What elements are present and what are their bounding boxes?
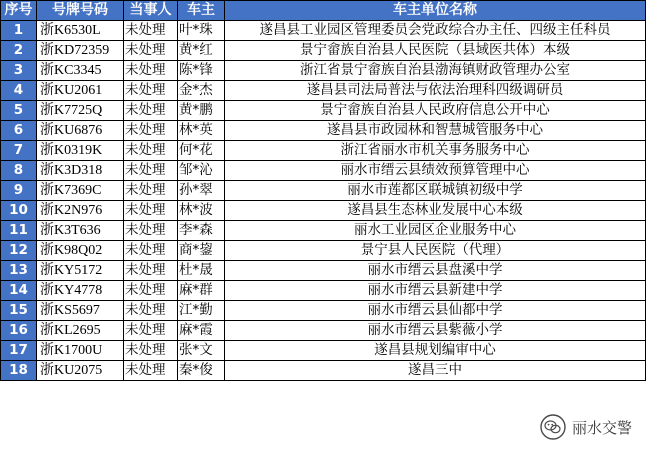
table-row bbox=[1, 341, 646, 361]
cell-owner: 江*勤 bbox=[178, 301, 225, 321]
header-plate: 号牌号码 bbox=[37, 1, 124, 21]
table-row bbox=[1, 261, 646, 281]
cell-status: 未处理 bbox=[124, 141, 178, 161]
cell-index: 8 bbox=[1, 161, 37, 181]
cell-plate: 浙KU2061 bbox=[37, 81, 124, 101]
cell-unit: 丽水市缙云县盘溪中学 bbox=[225, 261, 646, 281]
cell-owner: 何*花 bbox=[178, 141, 225, 161]
cell-owner: 孙*翠 bbox=[178, 181, 225, 201]
header-unit: 车主单位名称 bbox=[225, 1, 646, 21]
cell-plate: 浙K98Q02 bbox=[37, 241, 124, 261]
watermark bbox=[540, 414, 632, 440]
cell-unit: 景宁畲族自治县人民政府信息公开中心 bbox=[225, 101, 646, 121]
cell-status: 未处理 bbox=[124, 261, 178, 281]
table-row bbox=[1, 241, 646, 261]
cell-unit: 遂昌县规划编审中心 bbox=[225, 341, 646, 361]
cell-status: 未处理 bbox=[124, 41, 178, 61]
table-row bbox=[1, 121, 646, 141]
cell-status: 未处理 bbox=[124, 81, 178, 101]
cell-plate: 浙KC3345 bbox=[37, 61, 124, 81]
cell-unit: 遂昌县工业园区管理委员会党政综合办主任、四级主任科员 bbox=[225, 21, 646, 41]
cell-status: 未处理 bbox=[124, 121, 178, 141]
table-row bbox=[1, 361, 646, 381]
cell-unit: 浙江省丽水市机关事务服务中心 bbox=[225, 141, 646, 161]
cell-index: 18 bbox=[1, 361, 37, 381]
cell-plate: 浙KD72359 bbox=[37, 41, 124, 61]
cell-index: 13 bbox=[1, 261, 37, 281]
table-row bbox=[1, 81, 646, 101]
cell-status: 未处理 bbox=[124, 101, 178, 121]
cell-plate: 浙K7369C bbox=[37, 181, 124, 201]
table-row bbox=[1, 301, 646, 321]
cell-plate: 浙K3T636 bbox=[37, 221, 124, 241]
cell-unit: 丽水市缙云县仙都中学 bbox=[225, 301, 646, 321]
cell-status: 未处理 bbox=[124, 341, 178, 361]
table-row bbox=[1, 21, 646, 41]
cell-index: 6 bbox=[1, 121, 37, 141]
cell-index: 5 bbox=[1, 101, 37, 121]
cell-index: 16 bbox=[1, 321, 37, 341]
cell-owner: 林*波 bbox=[178, 201, 225, 221]
cell-index: 7 bbox=[1, 141, 37, 161]
cell-unit: 景宁畲族自治县人民医院（县域医共体）本级 bbox=[225, 41, 646, 61]
cell-owner: 叶*珠 bbox=[178, 21, 225, 41]
cell-index: 14 bbox=[1, 281, 37, 301]
table-row bbox=[1, 321, 646, 341]
cell-owner: 陈*锋 bbox=[178, 61, 225, 81]
cell-owner: 秦*俊 bbox=[178, 361, 225, 381]
header-row bbox=[1, 1, 646, 21]
cell-plate: 浙KY5172 bbox=[37, 261, 124, 281]
cell-index: 2 bbox=[1, 41, 37, 61]
cell-plate: 浙K3D318 bbox=[37, 161, 124, 181]
cell-owner: 林*英 bbox=[178, 121, 225, 141]
cell-unit: 浙江省景宁畲族自治县渤海镇财政管理办公室 bbox=[225, 61, 646, 81]
table-row bbox=[1, 41, 646, 61]
table-row bbox=[1, 101, 646, 121]
cell-unit: 丽水工业园区企业服务中心 bbox=[225, 221, 646, 241]
cell-index: 15 bbox=[1, 301, 37, 321]
cell-status: 未处理 bbox=[124, 161, 178, 181]
cell-plate: 浙KY4778 bbox=[37, 281, 124, 301]
cell-plate: 浙K0319K bbox=[37, 141, 124, 161]
header-status: 当事人 bbox=[124, 1, 178, 21]
cell-status: 未处理 bbox=[124, 361, 178, 381]
cell-owner: 黄*鹏 bbox=[178, 101, 225, 121]
cell-unit: 景宁县人民医院（代理） bbox=[225, 241, 646, 261]
cell-owner: 商*鋆 bbox=[178, 241, 225, 261]
cell-unit: 遂昌县司法局普法与依法治理科四级调研员 bbox=[225, 81, 646, 101]
cell-unit: 丽水市缙云县绩效预算管理中心 bbox=[225, 161, 646, 181]
table-row bbox=[1, 201, 646, 221]
cell-status: 未处理 bbox=[124, 61, 178, 81]
cell-index: 10 bbox=[1, 201, 37, 221]
cell-index: 12 bbox=[1, 241, 37, 261]
table-header bbox=[1, 1, 646, 21]
cell-plate: 浙KS5697 bbox=[37, 301, 124, 321]
cell-status: 未处理 bbox=[124, 181, 178, 201]
wechat-logo-icon bbox=[540, 414, 566, 440]
table-row bbox=[1, 61, 646, 81]
table-body bbox=[1, 21, 646, 381]
header-owner: 车主 bbox=[178, 1, 225, 21]
cell-owner: 杜*晟 bbox=[178, 261, 225, 281]
cell-status: 未处理 bbox=[124, 281, 178, 301]
cell-plate: 浙KU2075 bbox=[37, 361, 124, 381]
cell-index: 4 bbox=[1, 81, 37, 101]
cell-owner: 麻*群 bbox=[178, 281, 225, 301]
cell-index: 9 bbox=[1, 181, 37, 201]
cell-plate: 浙KU6876 bbox=[37, 121, 124, 141]
table-row bbox=[1, 221, 646, 241]
cell-index: 11 bbox=[1, 221, 37, 241]
table-row bbox=[1, 161, 646, 181]
cell-owner: 邹*沁 bbox=[178, 161, 225, 181]
cell-owner: 黄*红 bbox=[178, 41, 225, 61]
cell-owner: 张*文 bbox=[178, 341, 225, 361]
cell-owner: 李*森 bbox=[178, 221, 225, 241]
cell-unit: 遂昌三中 bbox=[225, 361, 646, 381]
cell-plate: 浙K2N976 bbox=[37, 201, 124, 221]
cell-status: 未处理 bbox=[124, 221, 178, 241]
cell-plate: 浙K1700U bbox=[37, 341, 124, 361]
cell-plate: 浙KL2695 bbox=[37, 321, 124, 341]
cell-status: 未处理 bbox=[124, 201, 178, 221]
cell-plate: 浙K6530L bbox=[37, 21, 124, 41]
table-row bbox=[1, 181, 646, 201]
cell-plate: 浙K7725Q bbox=[37, 101, 124, 121]
table-row bbox=[1, 141, 646, 161]
cell-index: 1 bbox=[1, 21, 37, 41]
cell-status: 未处理 bbox=[124, 321, 178, 341]
cell-owner: 麻*霞 bbox=[178, 321, 225, 341]
cell-status: 未处理 bbox=[124, 241, 178, 261]
header-index: 序号 bbox=[1, 1, 37, 21]
cell-unit: 遂昌县生态林业发展中心本级 bbox=[225, 201, 646, 221]
cell-status: 未处理 bbox=[124, 21, 178, 41]
cell-unit: 丽水市莲都区联城镇初级中学 bbox=[225, 181, 646, 201]
cell-owner: 金*杰 bbox=[178, 81, 225, 101]
cell-unit: 丽水市缙云县新建中学 bbox=[225, 281, 646, 301]
cell-index: 17 bbox=[1, 341, 37, 361]
cell-index: 3 bbox=[1, 61, 37, 81]
cell-unit: 丽水市缙云县紫薇小学 bbox=[225, 321, 646, 341]
cell-unit: 遂昌县市政园林和智慧城管服务中心 bbox=[225, 121, 646, 141]
watermark-text: 丽水交警 bbox=[571, 418, 632, 437]
cell-status: 未处理 bbox=[124, 301, 178, 321]
table-row bbox=[1, 281, 646, 301]
